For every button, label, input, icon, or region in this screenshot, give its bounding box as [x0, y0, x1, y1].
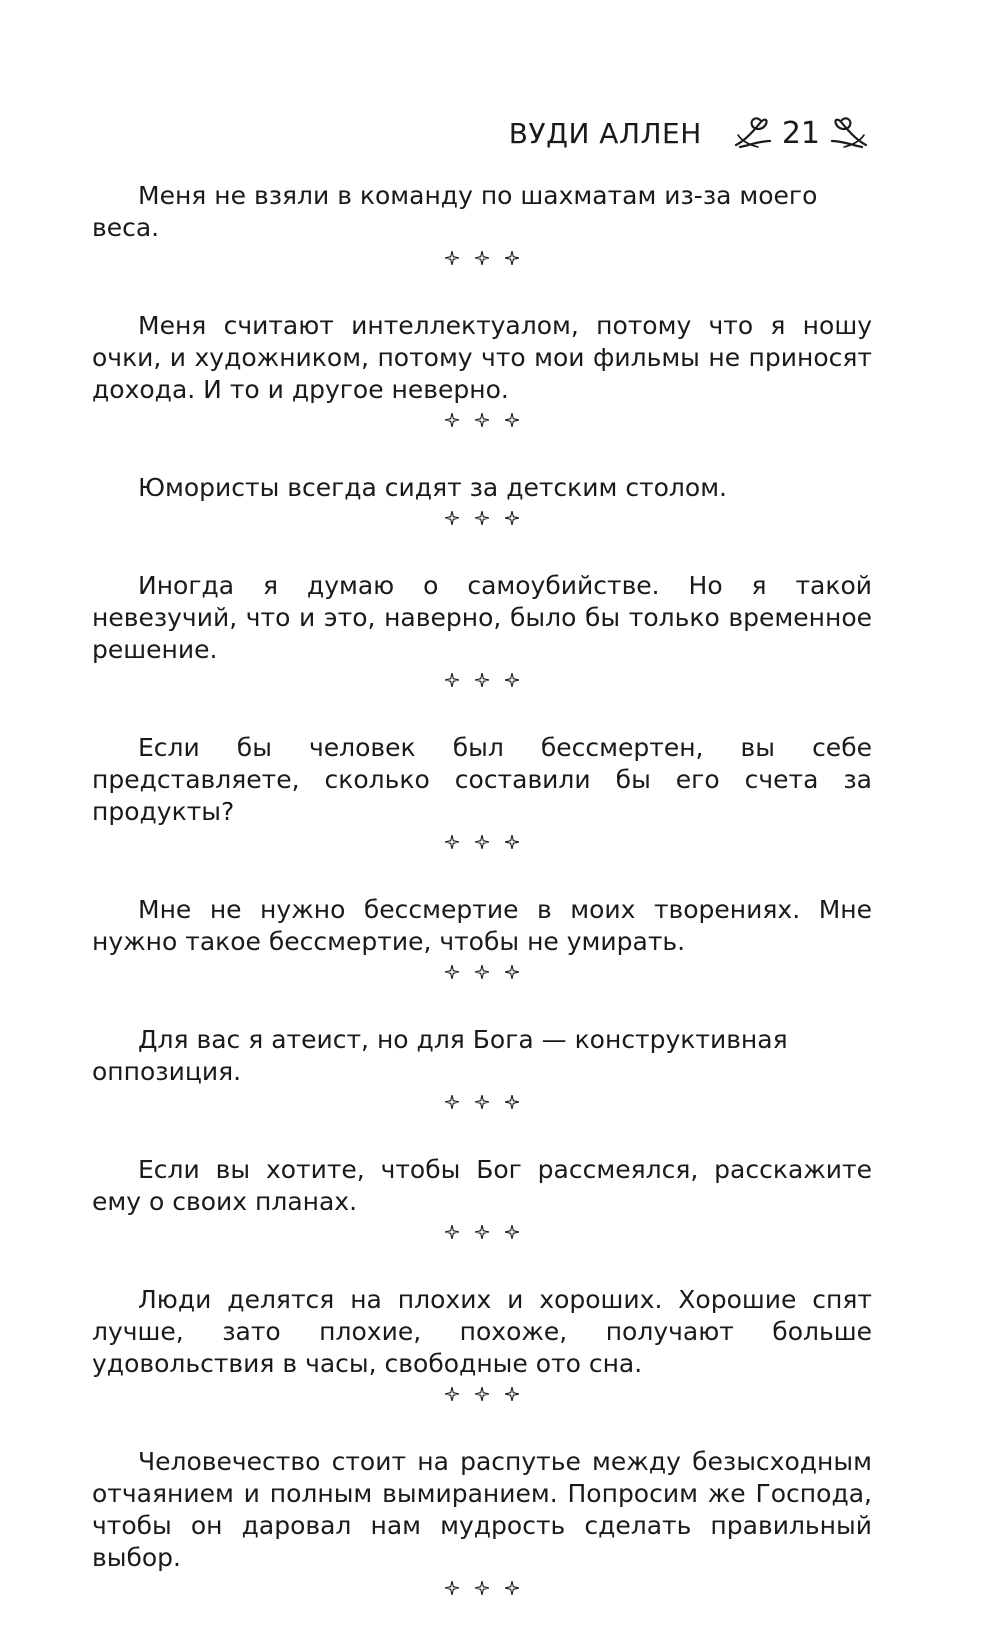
four-point-star-icon — [475, 965, 489, 979]
page-number: 21 — [781, 115, 820, 151]
four-point-star-icon — [475, 1387, 489, 1401]
separator-asterism — [92, 506, 872, 530]
quote-paragraph: Меня не взяли в команду по шахматам из-за моего веса. — [92, 181, 818, 242]
four-point-star-icon — [475, 413, 489, 427]
four-point-star-icon — [505, 835, 519, 849]
four-point-star-icon — [505, 1095, 519, 1109]
quote-paragraph: Человечество стоит на распутье между безысходным отчаянием и полным вымиранием. Попросим же Господа, чтобы он даровал нам мудрость сделать правильный выбор. — [92, 1447, 872, 1572]
four-point-star-icon — [505, 511, 519, 525]
quote-paragraph: Иногда я думаю о самоубийстве. Но я такой невезучий, что и это, наверно, было бы только временное решение. — [92, 571, 872, 664]
separator-asterism — [92, 1090, 872, 1114]
quotes-body — [92, 180, 872, 1640]
four-point-star-icon — [475, 1581, 489, 1595]
four-point-star-icon — [505, 965, 519, 979]
four-point-star-icon — [445, 1225, 459, 1239]
four-point-star-icon — [445, 673, 459, 687]
quote-paragraph: Люди делятся на плохих и хороших. Хорошие спят лучше, зато плохие, похоже, получают больше удовольствия в часы, свободные ото сна. — [92, 1285, 872, 1378]
four-point-star-icon — [475, 511, 489, 525]
four-point-star-icon — [505, 1387, 519, 1401]
four-point-star-icon — [445, 835, 459, 849]
quote-paragraph: Если вы хотите, чтобы Бог рассмеялся, расскажите ему о своих планах. — [92, 1155, 872, 1216]
quote-paragraph: Юмористы всегда сидят за детским столом. — [138, 473, 728, 502]
separator-asterism — [92, 960, 872, 984]
separator-asterism — [92, 408, 872, 432]
four-point-star-icon — [505, 1225, 519, 1239]
separator-asterism — [92, 668, 872, 692]
four-point-star-icon — [445, 965, 459, 979]
four-point-star-icon — [475, 1095, 489, 1109]
four-point-star-icon — [505, 413, 519, 427]
four-point-star-icon — [445, 1581, 459, 1595]
swirl-ornament-icon — [730, 111, 774, 155]
four-point-star-icon — [505, 1581, 519, 1595]
four-point-star-icon — [445, 511, 459, 525]
quote-paragraph: Если бы человек был бессмертен, вы себе представляете, сколько составили бы его счета за продукты? — [92, 733, 872, 826]
separator-asterism — [92, 830, 872, 854]
four-point-star-icon — [445, 1095, 459, 1109]
quote-paragraph: Меня считают интеллектуалом, потому что я ношу очки, и художником, потому что мои фильмы не приносят дохода. И то и другое неверно. — [92, 311, 872, 404]
four-point-star-icon — [445, 413, 459, 427]
separator-asterism — [92, 1220, 872, 1244]
separator-asterism — [92, 1576, 872, 1600]
swirl-ornament-icon — [828, 111, 872, 155]
four-point-star-icon — [445, 251, 459, 265]
four-point-star-icon — [475, 251, 489, 265]
separator-asterism — [92, 246, 872, 270]
quote-paragraph: Для вас я атеист, но для Бога — конструктивная оппозиция. — [92, 1025, 788, 1086]
running-header — [509, 108, 872, 158]
four-point-star-icon — [475, 1225, 489, 1239]
four-point-star-icon — [505, 251, 519, 265]
quote-paragraph: Мне не нужно бессмертие в моих творениях. Мне нужно такое бессмертие, чтобы не умирать. — [92, 895, 872, 956]
four-point-star-icon — [475, 835, 489, 849]
author-name: ВУДИ АЛЛЕН — [508, 116, 702, 150]
four-point-star-icon — [445, 1387, 459, 1401]
four-point-star-icon — [505, 673, 519, 687]
separator-asterism — [92, 1382, 872, 1406]
four-point-star-icon — [475, 673, 489, 687]
